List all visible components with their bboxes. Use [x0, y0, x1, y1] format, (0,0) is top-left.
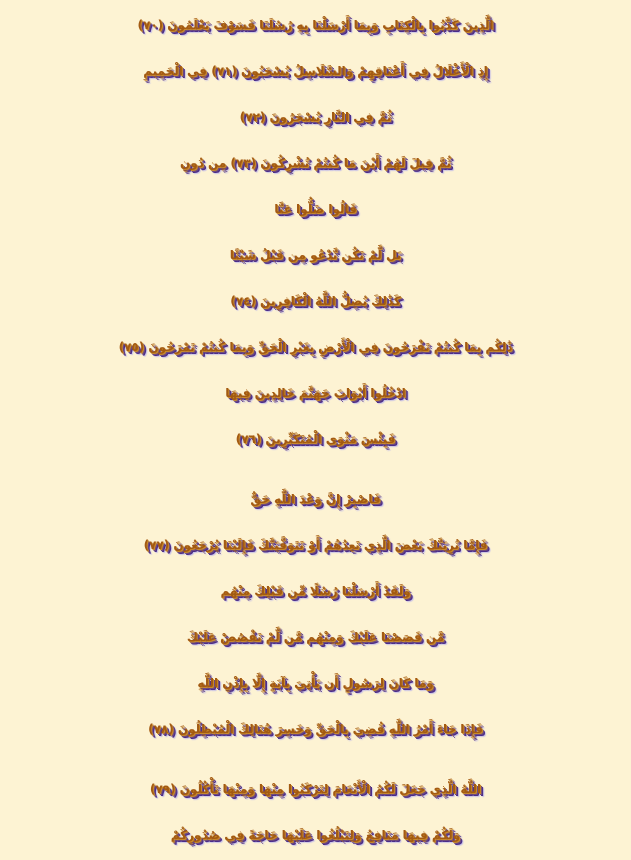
section-gap: [0, 462, 631, 476]
verse-line: إِذِ الْأَغْلَالُ فِي أَعْنَاقِهِمْ وَالسَّلَاسِلُ يُسْحَبُونَ (٧١) فِي الْحَمِيمِ: [143, 64, 488, 78]
verse-line: مَّن قَصَصْنَا عَلَيْكَ وَمِنْهُم مَّن لَّمْ نَقْصُصْ عَلَيْكَ: [186, 630, 445, 644]
verse-line: فَبِئْسَ مَثْوَى الْمُتَكَبِّرِينَ (٧٦): [235, 432, 396, 446]
verse-line: اللَّهُ الَّذِي جَعَلَ لَكُمُ الْأَنْعَامَ لِتَرْكَبُوا مِنْهَا وَمِنْهَا تَأْكُلُونَ (٧٩): [149, 782, 482, 796]
verse-line: ثُمَّ فِي النَّارِ يُسْجَرُونَ (٧٢): [239, 110, 392, 124]
verse-line: الَّذِينَ كَذَّبُوا بِالْكِتَابِ وَبِمَا أَرْسَلْنَا بِهِ رُسُلَنَا فَسَوْفَ يَعْلَمُونَ (٧٠): [137, 18, 494, 32]
verse-line: وَلَكُمْ فِيهَا مَنَافِعُ وَلِتَبْلُغُوا عَلَيْهَا حَاجَةً فِي صُدُورِكُمْ: [170, 828, 461, 842]
verse-line: ادْخُلُوا أَبْوَابَ جَهَنَّمَ خَالِدِينَ فِيهَا: [225, 386, 406, 400]
verse-line: وَلَقَدْ أَرْسَلْنَا رُسُلًا مِّن قَبْلِكَ مِنْهُم: [220, 584, 411, 598]
verse-line: فَإِذَا جَاءَ أَمْرُ اللَّهِ قُضِيَ بِالْحَقِّ وَخَسِرَ هُنَالِكَ الْمُبْطِلُونَ (٧٨): [148, 722, 483, 736]
verse-line: ذَٰلِكُم بِمَا كُنتُمْ تَفْرَحُونَ فِي الْأَرْضِ بِغَيْرِ الْحَقِّ وَبِمَا كُنتُمْ تَمْرَحُونَ (٧٥): [118, 340, 513, 354]
verse-line: فَإِمَّا نُرِيَنَّكَ بَعْضَ الَّذِي نَعِدُهُمْ أَوْ نَتَوَفَّيَنَّكَ فَإِلَيْنَا يُرْجَعُونَ (٧٧): [143, 538, 488, 552]
verse-line: قَالُوا ضَلُّوا عَنَّا: [274, 202, 357, 216]
verse-line: ثُمَّ قِيلَ لَهُمْ أَيْنَ مَا كُنتُمْ تُشْرِكُونَ (٧٣) مِن دُونِ: [179, 156, 451, 170]
verse-line: كَذَٰلِكَ يُضِلُّ اللَّهُ الْكَافِرِينَ (٧٤): [230, 294, 401, 308]
verse-line: وَمَا كَانَ لِرَسُولٍ أَن يَأْتِيَ بِآيَةٍ إِلَّا بِإِذْنِ اللَّهِ: [197, 676, 434, 690]
verse-line: فَاصْبِرْ إِنَّ وَعْدَ اللَّهِ حَقٌّ: [250, 492, 381, 506]
verse-line: بَل لَّمْ نَكُن نَّدْعُو مِن قَبْلُ شَيْئًا: [229, 248, 402, 262]
section-gap: [0, 752, 631, 766]
